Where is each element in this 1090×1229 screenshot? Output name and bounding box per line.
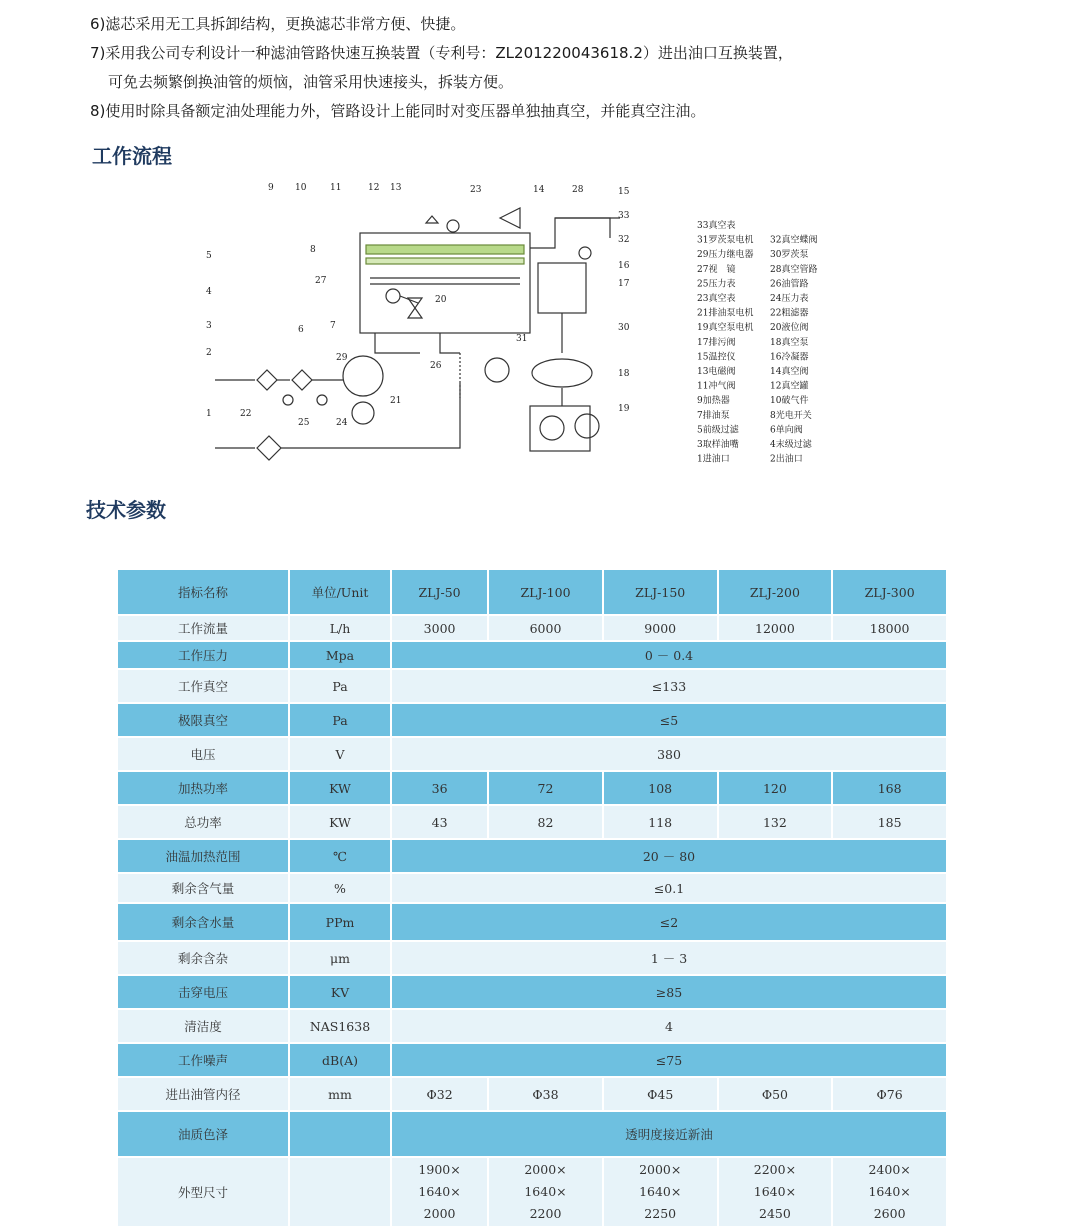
table-row <box>118 642 946 670</box>
row-unit: ℃ <box>290 840 390 874</box>
row-label: 剩余含杂 <box>118 942 288 976</box>
row-unit: NAS1638 <box>290 1010 390 1044</box>
callout-23: 23 <box>470 185 482 195</box>
cell-value: 3000 <box>392 616 487 642</box>
row-label: 剩余含水量 <box>118 904 288 942</box>
legend-item: 32真空蝶阀 <box>770 235 818 246</box>
cell-value: 4 <box>392 1010 946 1044</box>
row-unit: KV <box>290 976 390 1010</box>
table-row <box>118 704 946 738</box>
row-unit: Pa <box>290 704 390 738</box>
cell-value: ≤2 <box>392 904 946 942</box>
legend-item: 3取样油嘴 <box>697 440 739 450</box>
callout-17: 17 <box>618 279 630 289</box>
table-row <box>118 738 946 772</box>
row-unit: KW <box>290 772 390 806</box>
cell-value: 1 － 3 <box>392 942 946 976</box>
cell-value: ≥85 <box>392 976 946 1010</box>
legend-item: 29压力继电器 <box>697 250 754 261</box>
legend-item: 23真空表 <box>697 294 736 304</box>
callout-5: 5 <box>206 251 212 261</box>
callout-29: 29 <box>336 353 348 363</box>
section-title-spec: 技术参数 <box>86 498 166 522</box>
legend-item: 10破气件 <box>770 396 809 407</box>
legend-item: 6单向阀 <box>770 425 803 436</box>
header-cell: ZLJ-50 <box>392 570 487 616</box>
row-label: 工作真空 <box>118 670 288 704</box>
cell-value: Φ38 <box>489 1078 602 1112</box>
table-row <box>118 904 946 942</box>
feature-7-cont: 可免去频繁倒换油管的烦恼，油管采用快速接头，拆装方便。 <box>108 73 514 91</box>
cell-value: ≤75 <box>392 1044 946 1078</box>
legend-item: 9加热器 <box>697 396 730 407</box>
cell-value: 185 <box>833 806 946 840</box>
callout-18: 18 <box>618 369 630 379</box>
cell-value: Φ45 <box>604 1078 717 1112</box>
table-row <box>118 1158 946 1228</box>
legend-item: 8光电开关 <box>770 410 812 421</box>
row-unit: μm <box>290 942 390 976</box>
row-label: 工作流量 <box>118 616 288 642</box>
feature-8: 8)使用时除具备额定油处理能力外，管路设计上能同时对变压器单独抽真空，并能真空注油。 <box>90 102 706 120</box>
callout-1: 1 <box>206 409 212 419</box>
header-cell: ZLJ-150 <box>604 570 717 616</box>
cell-value: 12000 <box>719 616 832 642</box>
heater-element-2 <box>366 258 524 264</box>
legend-item: 27视 镜 <box>697 264 736 275</box>
table-row <box>118 874 946 904</box>
cell-value: Φ32 <box>392 1078 487 1112</box>
header-cell: ZLJ-100 <box>489 570 602 616</box>
cell-value: 2400× 1640× 2600 <box>833 1158 946 1228</box>
row-label: 油温加热范围 <box>118 840 288 874</box>
table-row <box>118 942 946 976</box>
legend-item: 12真空罐 <box>770 381 809 392</box>
cell-value: 20 － 80 <box>392 840 946 874</box>
section-title-flow: 工作流程 <box>92 144 172 168</box>
header-cell: ZLJ-300 <box>833 570 946 616</box>
callout-14: 14 <box>533 185 545 195</box>
callout-33: 33 <box>618 211 630 221</box>
table-row <box>118 1044 946 1078</box>
legend-item: 19真空泵电机 <box>697 323 754 334</box>
legend-item: 17排污阀 <box>697 337 736 348</box>
row-label: 总功率 <box>118 806 288 840</box>
legend-item: 18真空泵 <box>770 337 809 348</box>
row-label: 电压 <box>118 738 288 772</box>
header-cell: ZLJ-200 <box>719 570 832 616</box>
callout-26: 26 <box>430 361 442 371</box>
cell-value: ≤0.1 <box>392 874 946 904</box>
cell-value: 43 <box>392 806 487 840</box>
callout-7: 7 <box>330 321 336 331</box>
row-unit: Mpa <box>290 642 390 670</box>
cell-value: Φ50 <box>719 1078 832 1112</box>
cell-value: 9000 <box>604 616 717 642</box>
legend-item: 2出油口 <box>770 454 803 465</box>
row-unit: KW <box>290 806 390 840</box>
table-row <box>118 976 946 1010</box>
row-label: 极限真空 <box>118 704 288 738</box>
diagram-callouts <box>206 183 630 428</box>
callout-2: 2 <box>206 348 212 358</box>
row-label: 剩余含气量 <box>118 874 288 904</box>
cell-value: 118 <box>604 806 717 840</box>
row-unit <box>290 1112 390 1158</box>
diagram-lines <box>215 208 620 460</box>
cell-value: 透明度接近新油 <box>392 1112 946 1158</box>
row-unit: mm <box>290 1078 390 1112</box>
callout-11: 11 <box>330 183 342 193</box>
cell-value: 36 <box>392 772 487 806</box>
table-row <box>118 772 946 806</box>
legend-item: 26油管路 <box>770 279 809 290</box>
spec-table <box>116 570 948 1228</box>
legend-item: 20液位阀 <box>770 323 809 334</box>
callout-6: 6 <box>298 325 304 335</box>
legend-item: 33真空表 <box>697 221 736 231</box>
callout-31: 31 <box>516 334 528 344</box>
table-header-row <box>118 570 946 616</box>
callout-9: 9 <box>268 183 274 193</box>
cell-value: 168 <box>833 772 946 806</box>
cell-value: 82 <box>489 806 602 840</box>
legend-item: 22粗滤器 <box>770 308 809 319</box>
legend-item: 7排油泵 <box>697 410 730 421</box>
legend-item: 4末级过滤 <box>770 440 812 450</box>
callout-30: 30 <box>618 323 630 333</box>
callout-21: 21 <box>390 396 402 406</box>
legend-item: 15温控仪 <box>697 352 736 363</box>
callout-22: 22 <box>240 409 252 419</box>
callout-8: 8 <box>310 245 316 255</box>
callout-28: 28 <box>572 185 584 195</box>
cell-value: 108 <box>604 772 717 806</box>
legend-item: 14真空阀 <box>770 367 809 377</box>
table-row <box>118 1078 946 1112</box>
row-label: 工作噪声 <box>118 1044 288 1078</box>
cell-value: 2000× 1640× 2250 <box>604 1158 717 1228</box>
row-label: 进出油管内径 <box>118 1078 288 1112</box>
legend-item: 13电磁阀 <box>697 367 736 377</box>
row-label: 外型尺寸 <box>118 1158 288 1228</box>
legend-item: 21排油泵电机 <box>697 308 754 319</box>
cell-value: 2000× 1640× 2200 <box>489 1158 602 1228</box>
table-row <box>118 806 946 840</box>
table-row <box>118 1010 946 1044</box>
feature-6: 6)滤芯采用无工具拆卸结构，更换滤芯非常方便、快捷。 <box>90 15 466 33</box>
callout-20: 20 <box>435 295 447 305</box>
callout-24: 24 <box>336 418 348 428</box>
table-row <box>118 670 946 704</box>
row-unit: Pa <box>290 670 390 704</box>
cell-value: 2200× 1640× 2450 <box>719 1158 832 1228</box>
legend-item: 31罗茨泵电机 <box>697 235 754 246</box>
table-row <box>118 616 946 642</box>
cell-value: Φ76 <box>833 1078 946 1112</box>
row-label: 加热功率 <box>118 772 288 806</box>
header-cell: 单位/Unit <box>290 570 390 616</box>
legend-item: 11冲气阀 <box>697 381 736 392</box>
callout-3: 3 <box>206 321 212 331</box>
cell-value: ≤133 <box>392 670 946 704</box>
cell-value: ≤5 <box>392 704 946 738</box>
callout-16: 16 <box>618 261 630 271</box>
row-unit: L/h <box>290 616 390 642</box>
cell-value: 132 <box>719 806 832 840</box>
callout-27: 27 <box>315 276 327 286</box>
cell-value: 1900× 1640× 2000 <box>392 1158 487 1228</box>
row-unit <box>290 1158 390 1228</box>
legend-item: 1进油口 <box>697 454 730 465</box>
row-label: 工作压力 <box>118 642 288 670</box>
row-unit: % <box>290 874 390 904</box>
callout-32: 32 <box>618 235 630 245</box>
table-row <box>118 840 946 874</box>
process-flow-diagram <box>200 178 840 478</box>
cell-value: 120 <box>719 772 832 806</box>
feature-7: 7)采用我公司专利设计一种滤油管路快速互换装置（专利号：ZL201220043618.2）进出油口互换装置， <box>90 44 793 62</box>
cell-value: 18000 <box>833 616 946 642</box>
diagram-legend <box>697 219 817 465</box>
intro-features <box>90 10 1050 126</box>
legend-item: 25压力表 <box>697 279 736 290</box>
header-cell: 指标名称 <box>118 570 288 616</box>
callout-15: 15 <box>618 187 630 197</box>
heater-element <box>366 245 524 254</box>
table-row <box>118 1112 946 1158</box>
row-label: 清洁度 <box>118 1010 288 1044</box>
legend-item: 16冷凝器 <box>770 352 809 363</box>
callout-13: 13 <box>390 183 402 193</box>
row-label: 油质色泽 <box>118 1112 288 1158</box>
legend-item: 28真空管路 <box>770 264 818 275</box>
callout-25: 25 <box>298 418 310 428</box>
callout-19: 19 <box>618 404 630 414</box>
cell-value: 72 <box>489 772 602 806</box>
row-unit: PPm <box>290 904 390 942</box>
cell-value: 380 <box>392 738 946 772</box>
callout-4: 4 <box>206 287 212 297</box>
legend-item: 24压力表 <box>770 294 809 304</box>
row-unit: V <box>290 738 390 772</box>
legend-item: 30罗茨泵 <box>770 250 809 261</box>
row-unit: dB(A) <box>290 1044 390 1078</box>
cell-value: 6000 <box>489 616 602 642</box>
callout-10: 10 <box>295 183 307 193</box>
row-label: 击穿电压 <box>118 976 288 1010</box>
callout-12: 12 <box>368 183 380 193</box>
legend-item: 5前级过滤 <box>697 425 739 436</box>
cell-value: 0 － 0.4 <box>392 642 946 670</box>
